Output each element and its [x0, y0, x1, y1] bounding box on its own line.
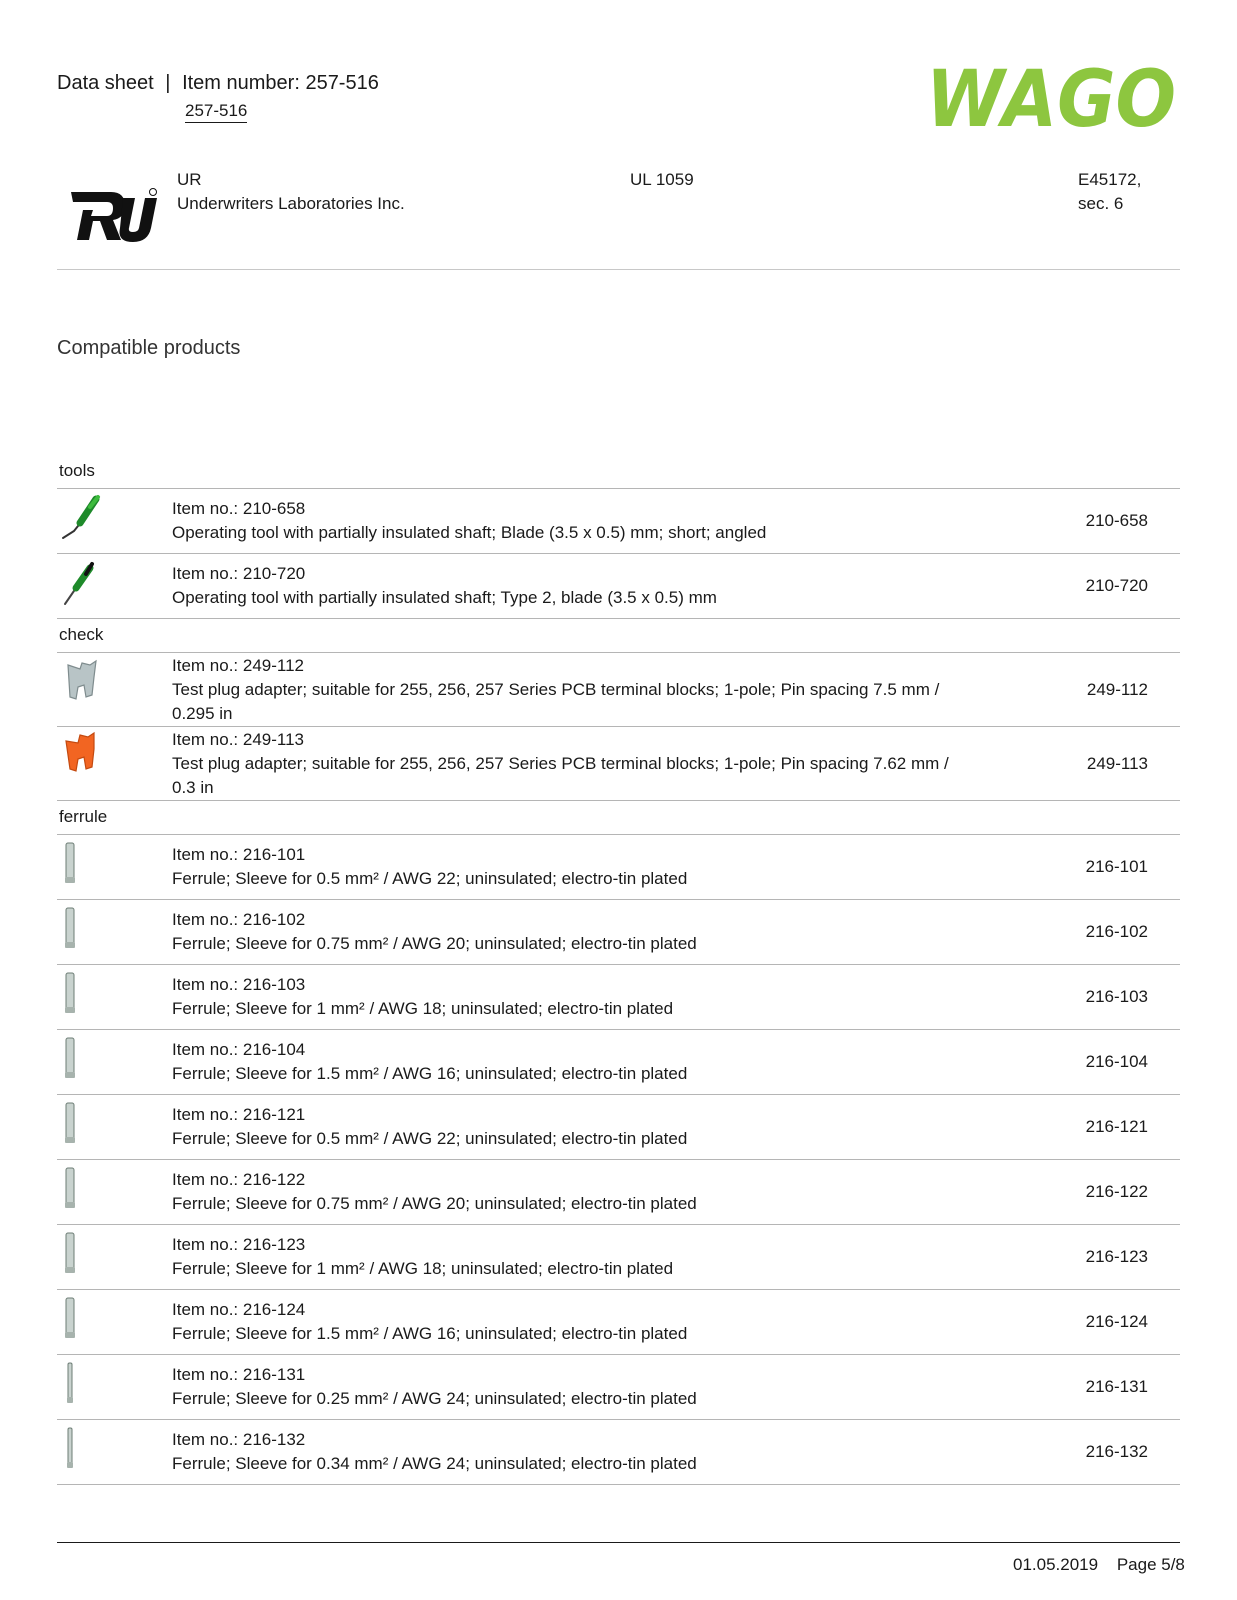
cert-file-line2: sec. 6: [1078, 194, 1124, 213]
group-label-ferrule: ferrule: [57, 801, 1180, 835]
product-code[interactable]: 216-102: [1085, 922, 1148, 941]
ferrule-icon: [60, 1294, 106, 1342]
ferrule-icon: [60, 1099, 106, 1147]
product-item-number: Item no.: 216-122: [172, 1170, 306, 1189]
cert-standard: UL 1059: [630, 170, 694, 189]
ferrule-icon: [60, 969, 106, 1017]
orange-test-plug-icon: [60, 731, 106, 779]
ferrule-icon: [60, 1229, 106, 1277]
product-row[interactable]: [57, 489, 1180, 554]
product-info: [172, 973, 962, 1021]
product-item-number: Item no.: 216-103: [172, 975, 306, 994]
product-code[interactable]: 216-132: [1085, 1442, 1148, 1461]
product-item-number: Item no.: 216-123: [172, 1235, 306, 1254]
product-description: Ferrule; Sleeve for 0.5 mm² / AWG 22; uninsulated; electro-tin plated: [172, 869, 688, 888]
gray-test-plug-icon: [60, 657, 106, 705]
screwdriver-icon: [60, 558, 106, 606]
product-description: Ferrule; Sleeve for 1 mm² / AWG 18; uninsulated; electro-tin plated: [172, 1259, 674, 1278]
product-description: Operating tool with partially insulated shaft; Type 2, blade (3.5 x 0.5) mm: [172, 588, 717, 607]
product-info: [172, 1038, 962, 1086]
product-item-number: Item no.: 216-131: [172, 1365, 306, 1384]
product-item-number: Item no.: 249-112: [172, 656, 304, 675]
compatible-products-heading: Compatible products: [57, 337, 241, 359]
product-info: [172, 562, 962, 610]
item-number-label: Item number: 257-516: [182, 72, 379, 94]
product-row[interactable]: [57, 1290, 1180, 1355]
ur-certification-icon: [67, 186, 159, 244]
product-row[interactable]: [57, 1225, 1180, 1290]
product-row[interactable]: [57, 653, 1180, 727]
group-label-check: check: [57, 619, 1180, 653]
thin-ferrule-icon: [60, 1359, 106, 1407]
product-description: Ferrule; Sleeve for 0.5 mm² / AWG 22; uninsulated; electro-tin plated: [172, 1129, 688, 1148]
item-number-link[interactable]: 257-516: [185, 101, 247, 123]
product-info: [172, 1103, 962, 1151]
product-code[interactable]: 216-124: [1085, 1312, 1148, 1331]
product-code[interactable]: 216-101: [1085, 857, 1148, 876]
product-item-number: Item no.: 210-720: [172, 564, 306, 583]
product-info: [172, 1363, 962, 1411]
footer-date: 01.05.2019: [1013, 1555, 1099, 1574]
product-info: [172, 1298, 962, 1346]
thin-ferrule-icon: [60, 1424, 106, 1472]
product-code[interactable]: 249-112: [1086, 679, 1148, 699]
product-info: [172, 497, 962, 545]
product-row[interactable]: [57, 554, 1180, 619]
product-row[interactable]: [57, 1420, 1180, 1485]
product-description: Operating tool with partially insulated shaft; Blade (3.5 x 0.5) mm; short; angled: [172, 523, 767, 542]
product-info: [172, 1168, 962, 1216]
product-item-number: Item no.: 216-104: [172, 1040, 306, 1059]
ferrule-icon: [60, 839, 106, 887]
page-title: [57, 72, 379, 95]
product-code[interactable]: 216-104: [1085, 1052, 1148, 1071]
product-code[interactable]: 210-720: [1085, 576, 1148, 595]
product-item-number: Item no.: 210-658: [172, 499, 306, 518]
product-info: [172, 843, 962, 891]
product-description: Ferrule; Sleeve for 0.25 mm² / AWG 24; uninsulated; electro-tin plated: [172, 1389, 697, 1408]
wago-logo-text: WAGO: [926, 58, 1176, 144]
product-item-number: Item no.: 216-102: [172, 910, 306, 929]
product-item-number: Item no.: 249-113: [172, 730, 304, 749]
footer-divider: [57, 1542, 1180, 1543]
page-footer: [1013, 1555, 1185, 1575]
ferrule-icon: [60, 904, 106, 952]
product-row[interactable]: [57, 965, 1180, 1030]
ferrule-icon: [60, 1164, 106, 1212]
product-code[interactable]: 216-131: [1085, 1377, 1148, 1396]
group-label-tools: tools: [57, 455, 1180, 489]
product-info: [172, 1233, 962, 1281]
product-row[interactable]: [57, 1095, 1180, 1160]
ferrule-icon: [60, 1034, 106, 1082]
cert-file-line1: E45172,: [1078, 170, 1142, 189]
product-code[interactable]: 216-103: [1085, 987, 1148, 1006]
product-description: Ferrule; Sleeve for 0.75 mm² / AWG 20; uninsulated; electro-tin plated: [172, 934, 697, 953]
footer-page: Page 5/8: [1116, 1555, 1185, 1574]
product-description: Ferrule; Sleeve for 0.75 mm² / AWG 20; uninsulated; electro-tin plated: [172, 1194, 697, 1213]
compatible-products-table: [57, 455, 1180, 1485]
product-row[interactable]: [57, 727, 1180, 801]
product-item-number: Item no.: 216-132: [172, 1430, 306, 1449]
cert-authority: [177, 168, 405, 216]
product-description: Ferrule; Sleeve for 0.34 mm² / AWG 24; uninsulated; electro-tin plated: [172, 1454, 697, 1473]
product-row[interactable]: [57, 1355, 1180, 1420]
angled-screwdriver-icon: [60, 493, 106, 541]
product-info: [172, 908, 962, 956]
product-description: Ferrule; Sleeve for 1 mm² / AWG 18; uninsulated; electro-tin plated: [172, 999, 674, 1018]
product-description: Test plug adapter; suitable for 255, 256, 257 Series PCB terminal blocks; 1-pole; Pin spacing 7.62 mm / 0.3 in: [172, 754, 949, 797]
product-info: [172, 654, 962, 726]
certification-row: [57, 168, 1180, 270]
product-code[interactable]: 216-123: [1085, 1247, 1148, 1266]
product-code[interactable]: 249-113: [1086, 753, 1148, 773]
product-item-number: Item no.: 216-121: [172, 1105, 306, 1124]
product-item-number: Item no.: 216-124: [172, 1300, 306, 1319]
product-row[interactable]: [57, 835, 1180, 900]
product-row[interactable]: [57, 1030, 1180, 1095]
product-code[interactable]: 216-122: [1085, 1182, 1148, 1201]
wago-logo: [922, 58, 1180, 144]
product-code[interactable]: 210-658: [1085, 511, 1148, 530]
doc-label: Data sheet: [57, 72, 154, 94]
cert-type: UR: [177, 170, 202, 189]
cert-file-number: [1078, 168, 1141, 216]
product-description: Ferrule; Sleeve for 1.5 mm² / AWG 16; uninsulated; electro-tin plated: [172, 1064, 688, 1083]
product-item-number: Item no.: 216-101: [172, 845, 306, 864]
cert-organization: Underwriters Laboratories Inc.: [177, 194, 405, 213]
title-separator: |: [165, 72, 171, 94]
product-row[interactable]: [57, 1160, 1180, 1225]
product-description: Test plug adapter; suitable for 255, 256, 257 Series PCB terminal blocks; 1-pole; Pin spacing 7.5 mm / 0.295 in: [172, 680, 940, 723]
product-code[interactable]: 216-121: [1085, 1117, 1148, 1136]
product-info: [172, 728, 962, 800]
product-info: [172, 1428, 962, 1476]
product-row[interactable]: [57, 900, 1180, 965]
ur-logo-text: UR: [67, 186, 69, 187]
product-description: Ferrule; Sleeve for 1.5 mm² / AWG 16; uninsulated; electro-tin plated: [172, 1324, 688, 1343]
